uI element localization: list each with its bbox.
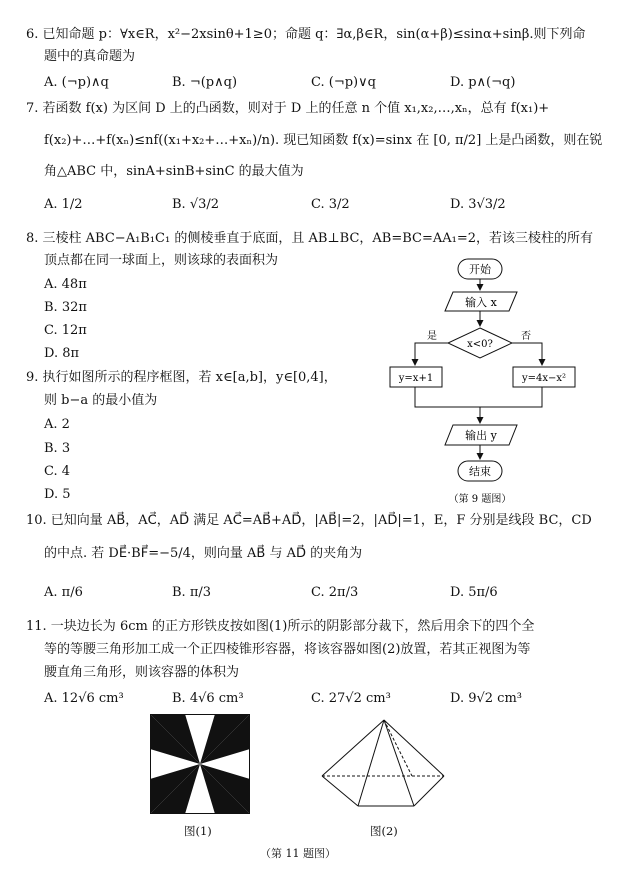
q8-stem-line1: 8. 三棱柱 ABC−A₁B₁C₁ 的侧棱垂直于底面，且 AB⊥BC，AB=BC=AA₁=2，若该三棱柱的所有 (26, 231, 594, 246)
q9-option-a: A. 2 (44, 417, 70, 432)
q7-stem-line1: 7. 若函数 f(x) 为区间 D 上的凸函数，则对于 D 上的任意 n 个值 x₁,x₂,…,xₙ，总有 f(x₁)+ (26, 101, 550, 116)
q7-option-d: D. 3√3/2 (450, 197, 506, 212)
q9-stem-line2: 则 b−a 的最小值为 (44, 393, 158, 408)
q9-figure-caption: （第 9 题图） (448, 494, 512, 505)
q11-stem-line3: 腰直角三角形，则该容器的体积为 (44, 665, 240, 680)
q8-stem-line2: 顶点都在同一球面上，则该球的表面积为 (44, 253, 279, 268)
flow-yes-label: 是 (427, 331, 437, 342)
q11-option-a: A. 12√6 cm³ (44, 691, 124, 706)
q7-option-a: A. 1/2 (44, 197, 83, 212)
q9-option-d: D. 5 (44, 487, 71, 502)
q11-figure-1 (150, 714, 250, 814)
q6-option-b: B. ¬(p∧q) (172, 75, 238, 90)
q10-stem-line1: 10. 已知向量 AB⃗，AC⃗，AD⃗ 满足 AC⃗=AB⃗+AD⃗，|AB⃗|=2，|AD⃗|=1，E，F 分别是线段 BC，CD (26, 513, 592, 528)
q8-option-a: A. 48π (44, 277, 87, 292)
flow-end-text: 结束 (469, 465, 491, 478)
q7-option-b: B. √3/2 (172, 197, 220, 212)
q11-option-b: B. 4√6 cm³ (172, 691, 244, 706)
q11-figure-2-caption: 图(2) (370, 824, 398, 838)
q6-option-c: C. (¬p)∨q (311, 75, 376, 90)
q9-option-b: B. 3 (44, 441, 71, 456)
flow-output-text: 输出 y (465, 429, 497, 442)
q7-stem-line3: 角△ABC 中，sinA+sinB+sinC 的最大值为 (44, 164, 304, 179)
q10-option-c: C. 2π/3 (311, 585, 359, 600)
q8-option-b: B. 32π (44, 300, 87, 315)
flow-no-label: 否 (521, 331, 531, 342)
q11-figure-2 (318, 716, 450, 812)
q8-option-c: C. 12π (44, 323, 87, 338)
flow-right-box-text: y=4x−x² (521, 373, 567, 384)
q11-figure-1-caption: 图(1) (184, 824, 212, 838)
q7-option-c: C. 3/2 (311, 197, 350, 212)
q6-option-a: A. (¬p)∧q (44, 75, 109, 90)
q10-option-b: B. π/3 (172, 585, 212, 600)
flow-input-text: 输入 x (465, 296, 497, 309)
q6-stem-line1: 6. 已知命题 p：∀x∈R，x²−2xsinθ+1≥0；命题 q：∃α,β∈R，sin(α+β)≤sinα+sinβ.则下列命 (26, 27, 586, 42)
q6-stem-line2: 题中的真命题为 (44, 49, 136, 64)
q7-stem-line2: f(x₂)+…+f(xₙ)≤nf((x₁+x₂+…+xₙ)/n). 现已知函数 f(x)=sinx 在 [0, π/2] 上是凸函数，则在锐 (44, 133, 603, 148)
q11-option-c: C. 27√2 cm³ (311, 691, 391, 706)
q9-option-c: C. 4 (44, 464, 71, 479)
q10-stem-line2: 的中点. 若 DE⃗·BF⃗=−5/4，则向量 AB⃗ 与 AD⃗ 的夹角为 (44, 546, 363, 561)
q10-option-d: D. 5π/6 (450, 585, 498, 600)
flow-left-box-text: y=x+1 (398, 373, 434, 384)
q11-stem-line1: 11. 一块边长为 6cm 的正方形铁皮按如图(1)所示的阴影部分裁下，然后用余下的四个全 (26, 619, 535, 634)
q10-option-a: A. π/6 (44, 585, 83, 600)
flow-start-text: 开始 (469, 263, 491, 276)
q11-stem-line2: 等的等腰三角形加工成一个正四棱锥形容器，将该容器如图(2)放置，若其正视图为等 (44, 642, 531, 657)
q11-option-d: D. 9√2 cm³ (450, 691, 523, 706)
q8-option-d: D. 8π (44, 346, 80, 361)
q9-flowchart (385, 255, 580, 510)
flow-decision-text: x<0? (467, 339, 493, 350)
q6-option-d: D. p∧(¬q) (450, 75, 516, 90)
q9-stem-line1: 9. 执行如图所示的程序框图，若 x∈[a,b]，y∈[0,4]， (26, 370, 337, 385)
q11-figure-caption: （第 11 题图） (260, 847, 336, 860)
